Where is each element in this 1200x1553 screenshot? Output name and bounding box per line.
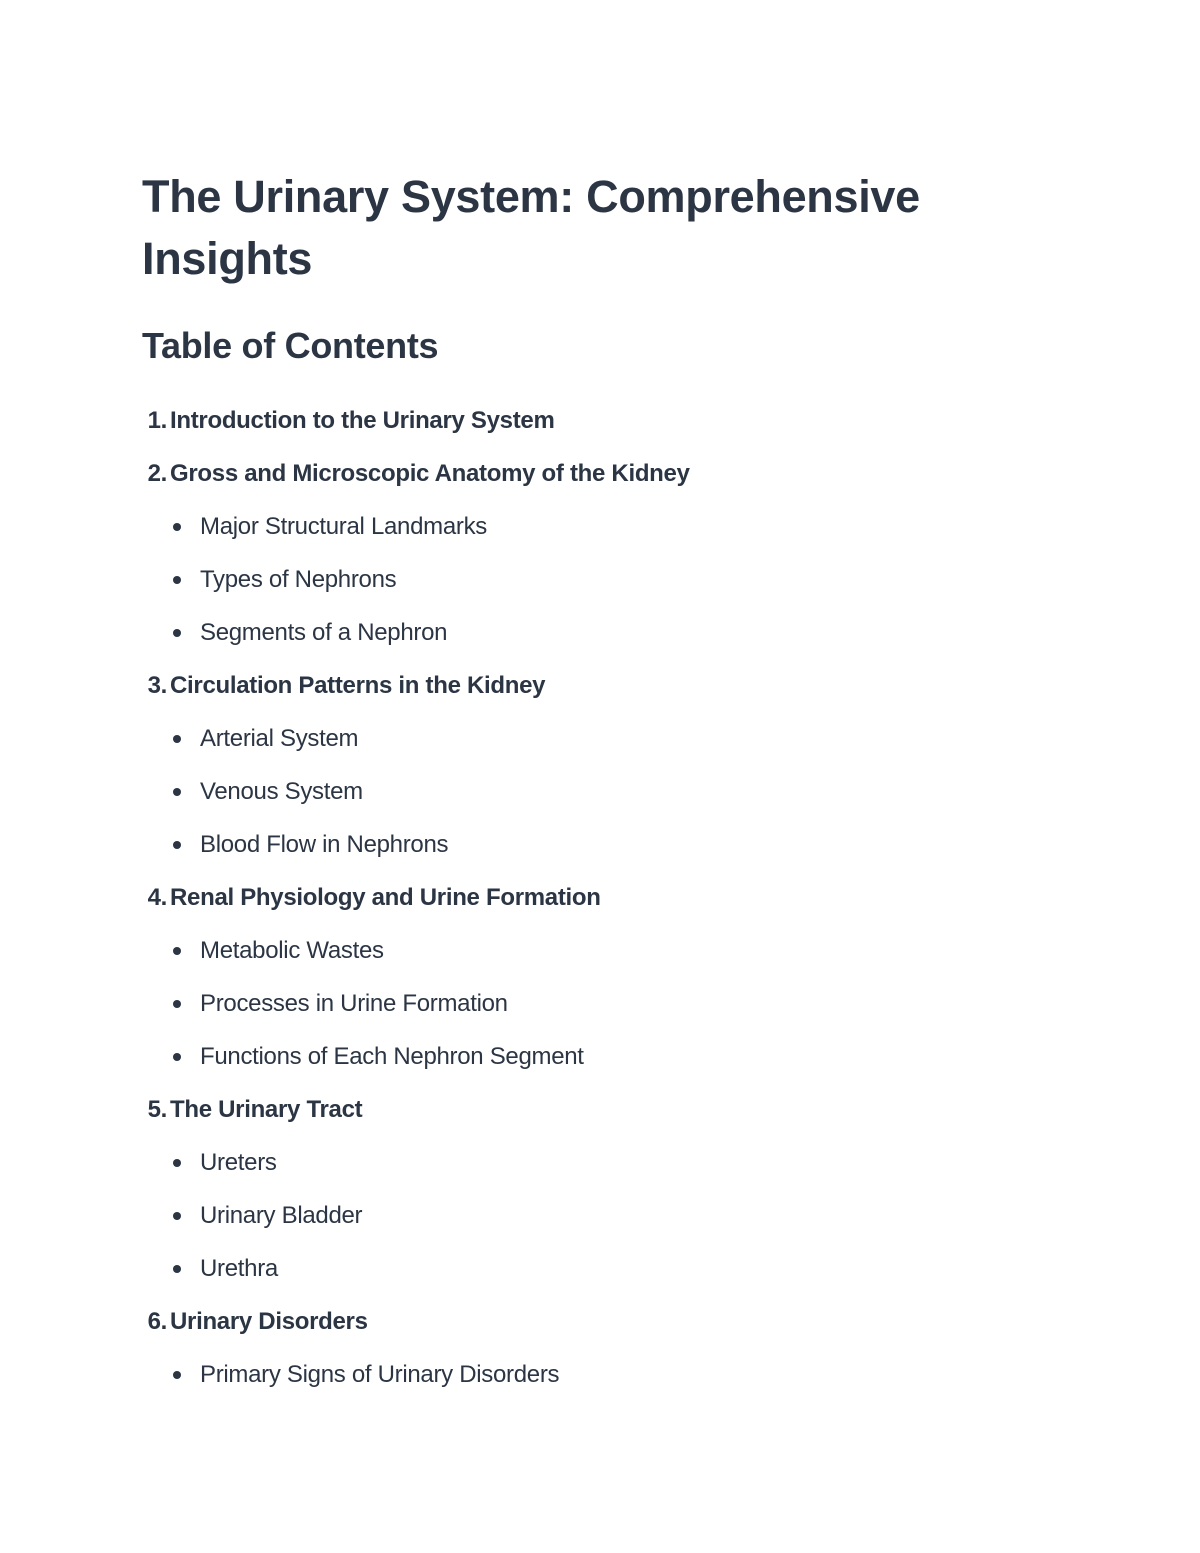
toc-section-number-text: 2.	[147, 459, 167, 487]
toc-subsection-label: Urethra	[200, 1254, 278, 1282]
toc-subsection-item[interactable]	[142, 818, 1042, 871]
toc-subsection-label: Metabolic Wastes	[200, 936, 384, 964]
toc-subsection-label: Functions of Each Nephron Segment	[200, 1042, 584, 1070]
toc-section-label: Introduction to the Urinary System	[170, 406, 555, 434]
toc-subsection-label: Venous System	[200, 777, 363, 805]
bullet-icon	[173, 1159, 181, 1167]
toc-subsection-item[interactable]	[142, 1348, 1042, 1401]
toc-section	[142, 394, 1042, 447]
toc-subsection-label: Ureters	[200, 1148, 277, 1176]
bullet-icon	[173, 576, 181, 584]
bullet-icon	[173, 1053, 181, 1061]
document-page	[142, 166, 1042, 1401]
toc-subsection-item[interactable]	[142, 553, 1042, 606]
toc-section-number	[142, 884, 170, 912]
toc-section-number	[142, 672, 170, 700]
toc-subsection-label: Arterial System	[200, 724, 359, 752]
toc-section	[142, 1295, 1042, 1401]
toc-subsection-item[interactable]	[142, 1189, 1042, 1242]
toc-section-label: Circulation Patterns in the Kidney	[170, 671, 546, 699]
bullet-icon	[173, 523, 181, 531]
toc-subsection-item[interactable]	[142, 977, 1042, 1030]
bullet-icon	[173, 841, 181, 849]
toc-section-link[interactable]	[142, 871, 1042, 924]
toc-section	[142, 659, 1042, 871]
toc-section-number-text: 6.	[147, 1307, 167, 1335]
toc-subsection-label: Segments of a Nephron	[200, 618, 448, 646]
toc-section-number-text: 3.	[147, 671, 167, 699]
toc-subsection-list	[142, 1348, 1042, 1401]
bullet-icon	[173, 947, 181, 955]
toc-subsection-label: Urinary Bladder	[200, 1201, 363, 1229]
toc-section	[142, 447, 1042, 659]
toc-section-number-text: 5.	[147, 1095, 167, 1123]
toc-subsection-item[interactable]	[142, 1030, 1042, 1083]
toc-subsection-list	[142, 500, 1042, 659]
toc-subsection-label: Processes in Urine Formation	[200, 989, 508, 1017]
toc-subsection-item[interactable]	[142, 500, 1042, 553]
toc-section-label: Gross and Microscopic Anatomy of the Kidney	[170, 459, 690, 487]
toc-section-label: Urinary Disorders	[170, 1307, 368, 1335]
document-title: The Urinary System: Comprehensive Insights	[142, 171, 920, 284]
toc-subsection-list	[142, 1136, 1042, 1295]
toc-subsection-item[interactable]	[142, 1242, 1042, 1295]
toc-section-link[interactable]	[142, 394, 1042, 447]
toc-section	[142, 871, 1042, 1083]
toc-subsection-item[interactable]	[142, 765, 1042, 818]
toc-section-link[interactable]	[142, 1083, 1042, 1136]
toc-section-number	[142, 407, 170, 435]
toc-section-link[interactable]	[142, 1295, 1042, 1348]
toc-subsection-label: Blood Flow in Nephrons	[200, 830, 449, 858]
bullet-icon	[173, 1371, 181, 1379]
toc-section-link[interactable]	[142, 447, 1042, 500]
bullet-icon	[173, 735, 181, 743]
toc-subsection-label: Primary Signs of Urinary Disorders	[200, 1360, 560, 1388]
toc-section-link[interactable]	[142, 659, 1042, 712]
bullet-icon	[173, 629, 181, 637]
toc-subsection-item[interactable]	[142, 606, 1042, 659]
table-of-contents	[142, 394, 1042, 1401]
toc-section-number	[142, 460, 170, 488]
bullet-icon	[173, 788, 181, 796]
toc-section-number	[142, 1308, 170, 1336]
toc-subsection-list	[142, 712, 1042, 871]
toc-heading: Table of Contents	[142, 325, 439, 366]
toc-section-number-text: 4.	[147, 883, 167, 911]
toc-section-number	[142, 1096, 170, 1124]
toc-subsection-item[interactable]	[142, 924, 1042, 977]
bullet-icon	[173, 1000, 181, 1008]
toc-subsection-list	[142, 924, 1042, 1083]
toc-subsection-label: Major Structural Landmarks	[200, 512, 487, 540]
toc-section	[142, 1083, 1042, 1295]
toc-subsection-label: Types of Nephrons	[200, 565, 397, 593]
bullet-icon	[173, 1265, 181, 1273]
toc-subsection-item[interactable]	[142, 712, 1042, 765]
toc-section-number-text: 1.	[147, 406, 167, 434]
toc-section-label: Renal Physiology and Urine Formation	[170, 883, 601, 911]
toc-section-label: The Urinary Tract	[170, 1095, 363, 1123]
toc-subsection-item[interactable]	[142, 1136, 1042, 1189]
bullet-icon	[173, 1212, 181, 1220]
